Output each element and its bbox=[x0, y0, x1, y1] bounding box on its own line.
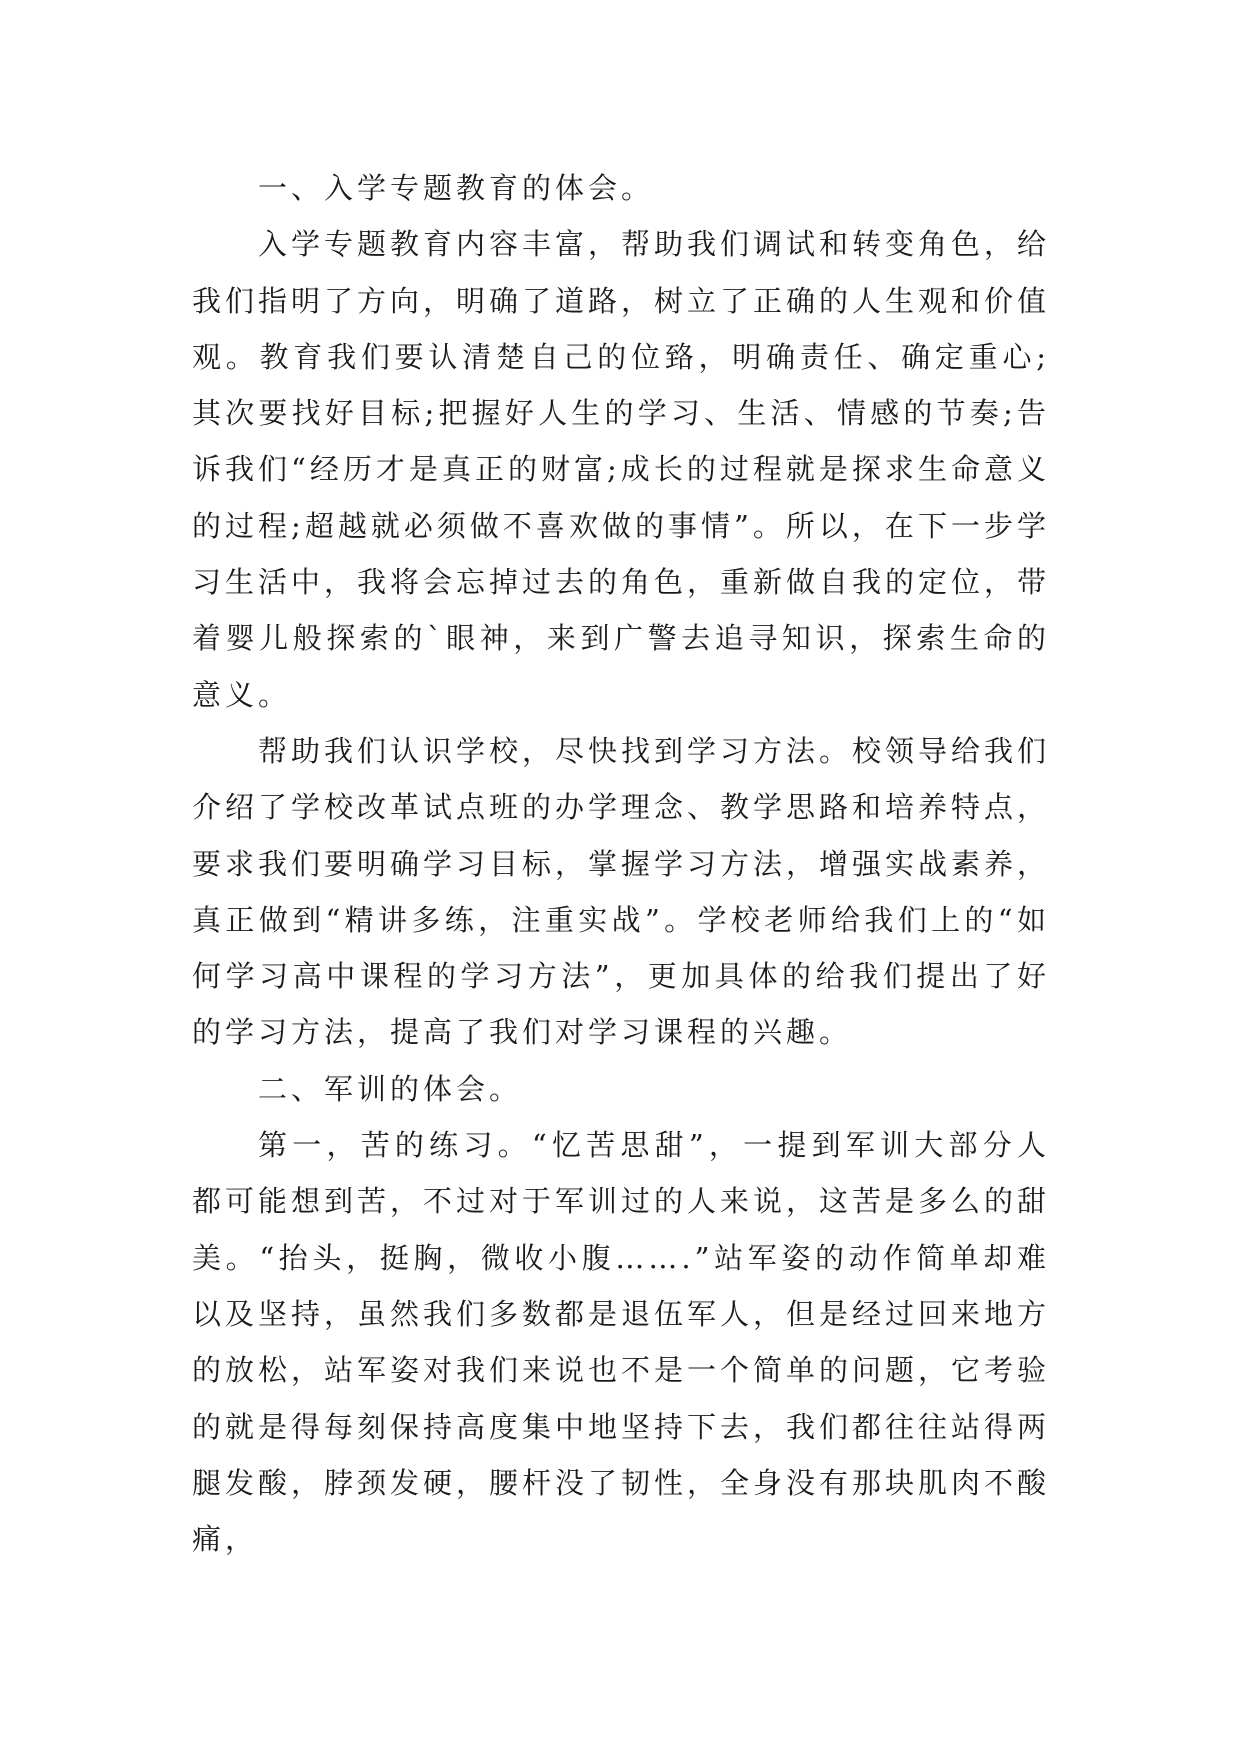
section-heading-orientation: 一、入学专题教育的体会。 bbox=[258, 171, 655, 205]
document-body bbox=[192, 160, 1050, 1567]
paragraph-school-methods: 帮助我们认识学校，尽快找到学习方法。校领导给我们介绍了学校改革试点班的办学理念、教学思路和培养特点，要求我们要明确学习目标，掌握学习方法，增强实战素养，真正做到“精讲多练，注重实战”。学校老师给我们上的“如何学习高中课程的学习方法”，更加具体的给我们提出了好的学习方法，提高了我们对学习课程的兴趣。 bbox=[192, 733, 1051, 1050]
paragraph-hard-training: 第一，苦的练习。“忆苦思甜”，一提到军训大部分人都可能想到苦，不过对于军训过的人来说，这苦是多么的甜美。“抬头，挺胸，微收小腹…….”站军姿的动作简单却难以及坚持，虽然我们多数都是退伍军人，但是经过回来地方的放松，站军姿对我们来说也不是一个简单的问题，它考验的就是得每刻保持高度集中地坚持下去，我们都往往站得两腿发酸，脖颈发硬，腰杆没了韧性，全身没有那块肌肉不酸痛， bbox=[192, 1128, 1051, 1557]
section-heading-military-training: 二、军训的体会。 bbox=[258, 1071, 523, 1106]
paragraph-orientation-content: 入学专题教育内容丰富，帮助我们调试和转变角色，给我们指明了方向，明确了道路，树立了正确的人生观和价值观。教育我们要认清楚自己的位臵，明确责任、确定重心;其次要找好目标;把握好人生的学习、生活、情感的节奏;告诉我们“经历才是真正的财富;成长的过程就是探求生命意义的过程;超越就必须做不喜欢做的事情”。所以，在下一步学习生活中，我将会忘掉过去的角色，重新做自我的定位，带着婴儿般探索的`眼神，来到广警去追寻知识，探索生命的意义。 bbox=[192, 227, 1051, 712]
